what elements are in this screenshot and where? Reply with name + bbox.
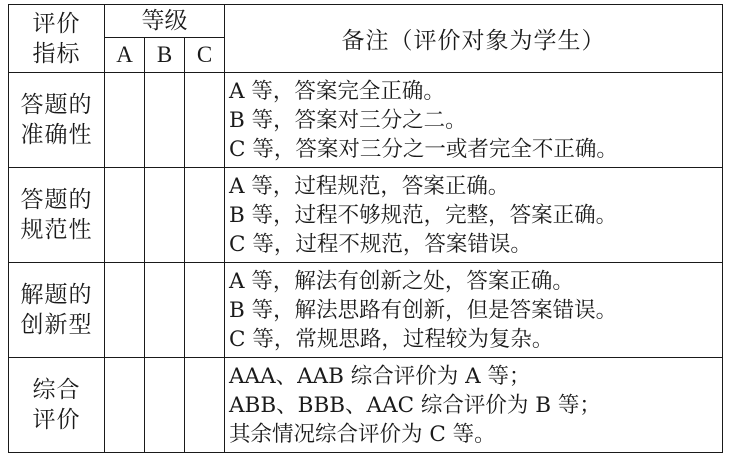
grade-a-cell[interactable] xyxy=(105,358,145,453)
note-line: A 等，答案完全正确。 xyxy=(229,78,445,104)
grade-a-cell[interactable] xyxy=(105,168,145,263)
grade-b-cell[interactable] xyxy=(145,168,185,263)
grade-a-cell[interactable] xyxy=(105,73,145,168)
indicator-line: 创新型 xyxy=(20,312,93,338)
table-row xyxy=(9,73,723,168)
grade-b-cell[interactable] xyxy=(145,358,185,453)
note-cell xyxy=(225,358,723,453)
header-indicator-cell xyxy=(9,5,105,73)
table-row xyxy=(9,168,723,263)
header-indicator-line-1: 评价 xyxy=(32,10,81,37)
indicator-line: 答题的 xyxy=(20,92,93,118)
note-line: B 等，过程不够规范，完整，答案正确。 xyxy=(229,202,618,228)
note-line: A 等，过程规范，答案正确。 xyxy=(229,173,510,199)
note-line: B 等，答案对三分之二。 xyxy=(229,107,467,133)
note-line: C 等，常规思路，过程较为复杂。 xyxy=(229,326,554,352)
note-line: AAA、AAB 综合评价为 A 等； xyxy=(229,363,531,389)
table-row xyxy=(9,263,723,358)
indicator-innovation xyxy=(9,263,105,358)
header-grade-a: A xyxy=(105,38,145,73)
indicator-line: 综合 xyxy=(32,377,81,403)
note-line: C 等，答案对三分之一或者完全不正确。 xyxy=(229,136,618,162)
table-row xyxy=(9,358,723,453)
grade-a-cell[interactable] xyxy=(105,263,145,358)
header-indicator-line-2: 指标 xyxy=(32,40,81,67)
header-grade-c: C xyxy=(185,38,225,73)
note-line: 其余情况综合评价为 C 等。 xyxy=(229,421,496,447)
grade-c-cell[interactable] xyxy=(185,263,225,358)
note-cell xyxy=(225,73,723,168)
note-line: A 等，解法有创新之处，答案正确。 xyxy=(229,268,574,294)
grade-c-cell[interactable] xyxy=(185,73,225,168)
indicator-standard xyxy=(9,168,105,263)
header-grade-group: 等级 xyxy=(105,5,225,38)
header-row xyxy=(9,5,723,38)
note-cell xyxy=(225,263,723,358)
indicator-line: 评价 xyxy=(32,407,81,433)
indicator-line: 规范性 xyxy=(20,217,93,243)
grade-c-cell[interactable] xyxy=(185,168,225,263)
grade-b-cell[interactable] xyxy=(145,263,185,358)
note-line: C 等，过程不规范，答案错误。 xyxy=(229,231,532,257)
indicator-line: 准确性 xyxy=(20,122,93,148)
indicator-accuracy xyxy=(9,73,105,168)
evaluation-table xyxy=(8,4,723,453)
indicator-line: 答题的 xyxy=(20,187,93,213)
indicator-line: 解题的 xyxy=(20,282,93,308)
indicator-overall xyxy=(9,358,105,453)
grade-c-cell[interactable] xyxy=(185,358,225,453)
header-grade-b: B xyxy=(145,38,185,73)
header-note: 备注（评价对象为学生） xyxy=(225,5,723,73)
grade-b-cell[interactable] xyxy=(145,73,185,168)
note-line: ABB、BBB、AAC 综合评价为 B 等； xyxy=(229,392,601,418)
note-cell xyxy=(225,168,723,263)
note-line: B 等，解法思路有创新，但是答案错误。 xyxy=(229,297,618,323)
